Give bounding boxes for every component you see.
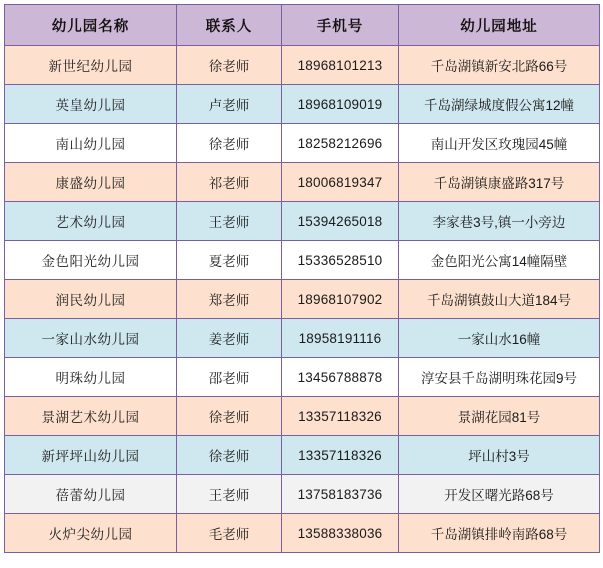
table-body	[5, 46, 600, 553]
table-row	[5, 163, 600, 202]
cell-contact-person: 徐老师	[177, 397, 282, 436]
table-row	[5, 436, 600, 475]
cell-kindergarten-name: 蓓蕾幼儿园	[5, 475, 177, 514]
cell-address: 坪山村3号	[399, 436, 600, 475]
cell-address: 景湖花园81号	[399, 397, 600, 436]
cell-phone-number: 18968107902	[282, 280, 399, 319]
cell-address: 淳安县千岛湖明珠花园9号	[399, 358, 600, 397]
cell-contact-person: 祁老师	[177, 163, 282, 202]
cell-kindergarten-name: 火炉尖幼儿园	[5, 514, 177, 553]
table-row	[5, 319, 600, 358]
cell-contact-person: 徐老师	[177, 124, 282, 163]
cell-address: 李家巷3号,镇一小旁边	[399, 202, 600, 241]
cell-phone-number: 15394265018	[282, 202, 399, 241]
cell-phone-number: 18258212696	[282, 124, 399, 163]
cell-address: 金色阳光公寓14幢隔壁	[399, 241, 600, 280]
cell-kindergarten-name: 康盛幼儿园	[5, 163, 177, 202]
column-header-address: 幼儿园地址	[399, 5, 600, 46]
cell-contact-person: 毛老师	[177, 514, 282, 553]
cell-kindergarten-name: 新世纪幼儿园	[5, 46, 177, 85]
table-row	[5, 202, 600, 241]
cell-phone-number: 13758183736	[282, 475, 399, 514]
cell-contact-person: 卢老师	[177, 85, 282, 124]
column-header-phone: 手机号	[282, 5, 399, 46]
cell-phone-number: 13357118326	[282, 436, 399, 475]
cell-address: 开发区曙光路68号	[399, 475, 600, 514]
table-row	[5, 358, 600, 397]
cell-address: 千岛湖镇排岭南路68号	[399, 514, 600, 553]
cell-kindergarten-name: 新坪坪山幼儿园	[5, 436, 177, 475]
table-row	[5, 475, 600, 514]
cell-phone-number: 18958191116	[282, 319, 399, 358]
cell-phone-number: 18968101213	[282, 46, 399, 85]
table-row	[5, 124, 600, 163]
cell-contact-person: 徐老师	[177, 436, 282, 475]
table-row	[5, 397, 600, 436]
table-header-row	[5, 5, 600, 46]
cell-address: 千岛湖绿城度假公寓12幢	[399, 85, 600, 124]
cell-phone-number: 13456788878	[282, 358, 399, 397]
cell-phone-number: 13357118326	[282, 397, 399, 436]
cell-contact-person: 王老师	[177, 475, 282, 514]
table-header	[5, 5, 600, 46]
cell-phone-number: 15336528510	[282, 241, 399, 280]
cell-contact-person: 徐老师	[177, 46, 282, 85]
cell-contact-person: 王老师	[177, 202, 282, 241]
cell-contact-person: 姜老师	[177, 319, 282, 358]
cell-address: 南山开发区玫瑰园45幢	[399, 124, 600, 163]
cell-address: 一家山水16幢	[399, 319, 600, 358]
cell-contact-person: 邵老师	[177, 358, 282, 397]
cell-address: 千岛湖镇鼓山大道184号	[399, 280, 600, 319]
cell-contact-person: 夏老师	[177, 241, 282, 280]
column-header-contact: 联系人	[177, 5, 282, 46]
cell-phone-number: 18006819347	[282, 163, 399, 202]
cell-kindergarten-name: 金色阳光幼儿园	[5, 241, 177, 280]
cell-kindergarten-name: 一家山水幼儿园	[5, 319, 177, 358]
cell-address: 千岛湖镇康盛路317号	[399, 163, 600, 202]
cell-address: 千岛湖镇新安北路66号	[399, 46, 600, 85]
table-row	[5, 46, 600, 85]
table-row	[5, 280, 600, 319]
cell-kindergarten-name: 润民幼儿园	[5, 280, 177, 319]
cell-phone-number: 13588338036	[282, 514, 399, 553]
table-row	[5, 514, 600, 553]
table-row	[5, 85, 600, 124]
cell-kindergarten-name: 明珠幼儿园	[5, 358, 177, 397]
cell-phone-number: 18968109019	[282, 85, 399, 124]
cell-kindergarten-name: 景湖艺术幼儿园	[5, 397, 177, 436]
table-row	[5, 241, 600, 280]
cell-kindergarten-name: 南山幼儿园	[5, 124, 177, 163]
column-header-name: 幼儿园名称	[5, 5, 177, 46]
cell-contact-person: 郑老师	[177, 280, 282, 319]
cell-kindergarten-name: 英皇幼儿园	[5, 85, 177, 124]
cell-kindergarten-name: 艺术幼儿园	[5, 202, 177, 241]
kindergarten-table	[4, 4, 600, 553]
